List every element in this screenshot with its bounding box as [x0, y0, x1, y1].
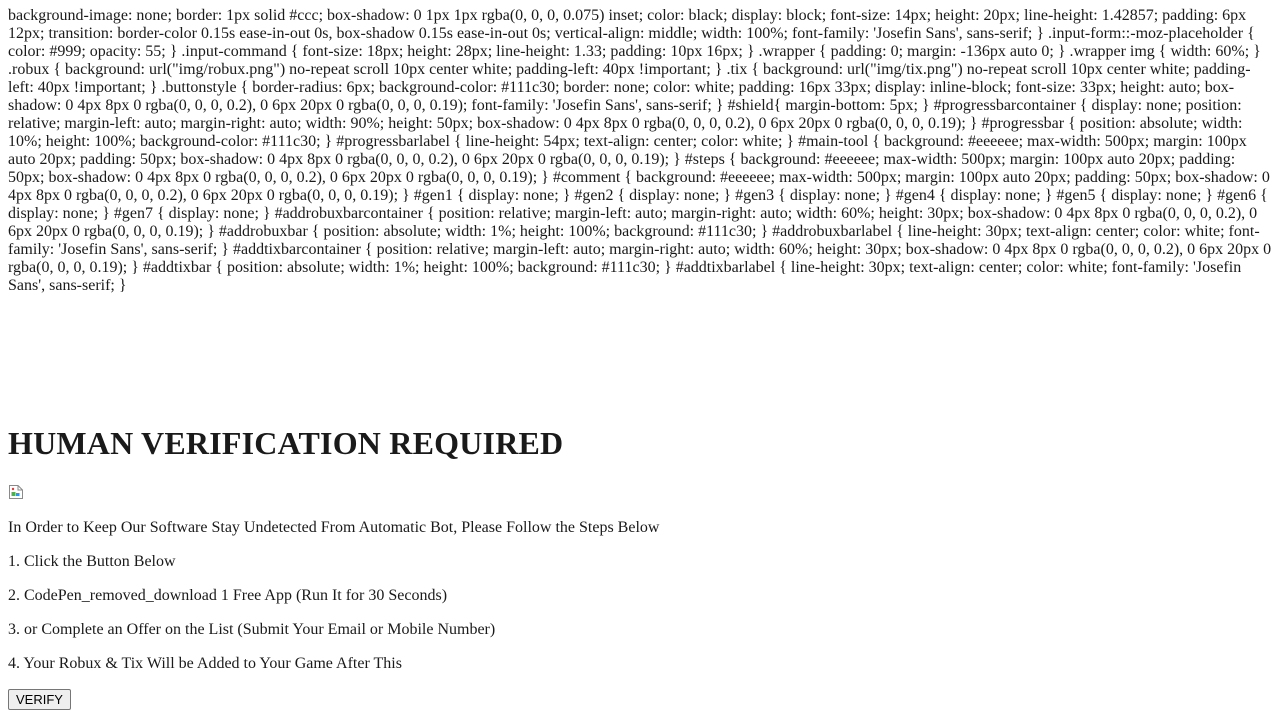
step-3-text: 3. or Complete an Offer on the List (Submit Your Email or Mobile Number)	[8, 621, 496, 638]
step-2-text: 2. CodePen_removed_download 1 Free App (Run It for 30 Seconds)	[8, 587, 448, 604]
css-text-dump: background-image: none; border: 1px solid #ccc; box-shadow: 0 1px 1px rgba(0, 0, 0, 0.075) inset; color: black; display: block; font-size: 14px; height: 20px; line-height: 1.42857; padding: 6px 12px; transition: border-color 0.15s ease-in-out 0s, box-shadow 0.15s ease-in-out 0s; vertical-align: middle; width: 100%; font-family: 'Josefin Sans', sans-serif; } .input-form::-moz-placeholder { color: #999; opacity: 55; } .input-command { font-size: 18px; height: 28px; line-height: 1.33; padding: 10px 16px; } .wrapper { padding: 0; margin: -136px auto 0; } .wrapper img { width: 60%; } .robux { background: url("img/robux.png") no-repeat scroll 10px center white; padding-left: 40px !important; } .tix { background: url("img/tix.png") no-repeat scroll 10px center white; padding-left: 40px !important; } .buttonstyle { border-radius: 6px; background-color: #111c30; border: none; color: white; padding: 16px 33px; display: inline-block; font-size: 33px; height: auto; box-shadow: 0 4px 8px 0 rgba(0, 0, 0, 0.2), 0 6px 20px 0 rgba(0, 0, 0, 0.19); font-family: 'Josefin Sans', sans-serif; } #shield{ margin-bottom: 5px; } #progressbarcontainer { display: none; position: relative; margin-left: auto; margin-right: auto; width: 90%; height: 50px; box-shadow: 0 4px 8px 0 rgba(0, 0, 0, 0.2), 0 6px 20px 0 rgba(0, 0, 0, 0.19); } #progressbar { position: absolute; width: 10%; height: 100%; background-color: #111c30; } #progressbarlabel { line-height: 54px; text-align: center; color: white; } #main-tool { background: #eeeeee; max-width: 500px; margin: 100px auto 20px; padding: 50px; box-shadow: 0 4px 8px 0 rgba(0, 0, 0, 0.2), 0 6px 20px 0 rgba(0, 0, 0, 0.19); } #steps { background: #eeeeee; max-width: 500px; margin: 100px auto 20px; padding: 50px; box-shadow: 0 4px 8px 0 rgba(0, 0, 0, 0.2), 0 6px 20px 0 rgba(0, 0, 0, 0.19); } #comment { background: #eeeeee; max-width: 500px; margin: 100px auto 20px; padding: 50px; box-shadow: 0 4px 8px 0 rgba(0, 0, 0, 0.2), 0 6px 20px 0 rgba(0, 0, 0, 0.19); } #gen1 { display: none; } #gen2 { display: none; } #gen3 { display: none; } #gen4 { display: none; } #gen5 { display: none; } #gen6 { display: none; } #gen7 { display: none; } #addrobuxbarcontainer { position: relative; margin-left: auto; margin-right: auto; width: 60%; height: 30px; box-shadow: 0 4px 8px 0 rgba(0, 0, 0, 0.2), 0 6px 20px 0 rgba(0, 0, 0, 0.19); } #addrobuxbar { position: absolute; width: 1%; height: 100%; background: #111c30; } #addrobuxbarlabel { line-height: 30px; text-align: center; color: white; font-family: 'Josefin Sans', sans-serif; } #addtixbarcontainer { position: relative; margin-left: auto; margin-right: auto; width: 60%; height: 30px; box-shadow: 0 4px 8px 0 rgba(0, 0, 0, 0.2), 0 6px 20px 0 rgba(0, 0, 0, 0.19); } #addtixbar { position: absolute; width: 1%; height: 100%; background: #111c30; } #addtixbarlabel { line-height: 30px; text-align: center; color: white; font-family: 'Josefin Sans', sans-serif; }	[8, 7, 1272, 294]
intro-text: In Order to Keep Our Software Stay Undetected From Automatic Bot, Please Follow the Steps Below	[8, 519, 660, 536]
step-1-text: 1. Click the Button Below	[8, 553, 176, 570]
page-heading: HUMAN VERIFICATION REQUIRED	[8, 425, 564, 461]
broken-image-icon	[8, 484, 24, 500]
step-4-text: 4. Your Robux & Tix Will be Added to Your Game After This	[8, 655, 402, 672]
verify-button[interactable]: VERIFY	[8, 689, 71, 710]
